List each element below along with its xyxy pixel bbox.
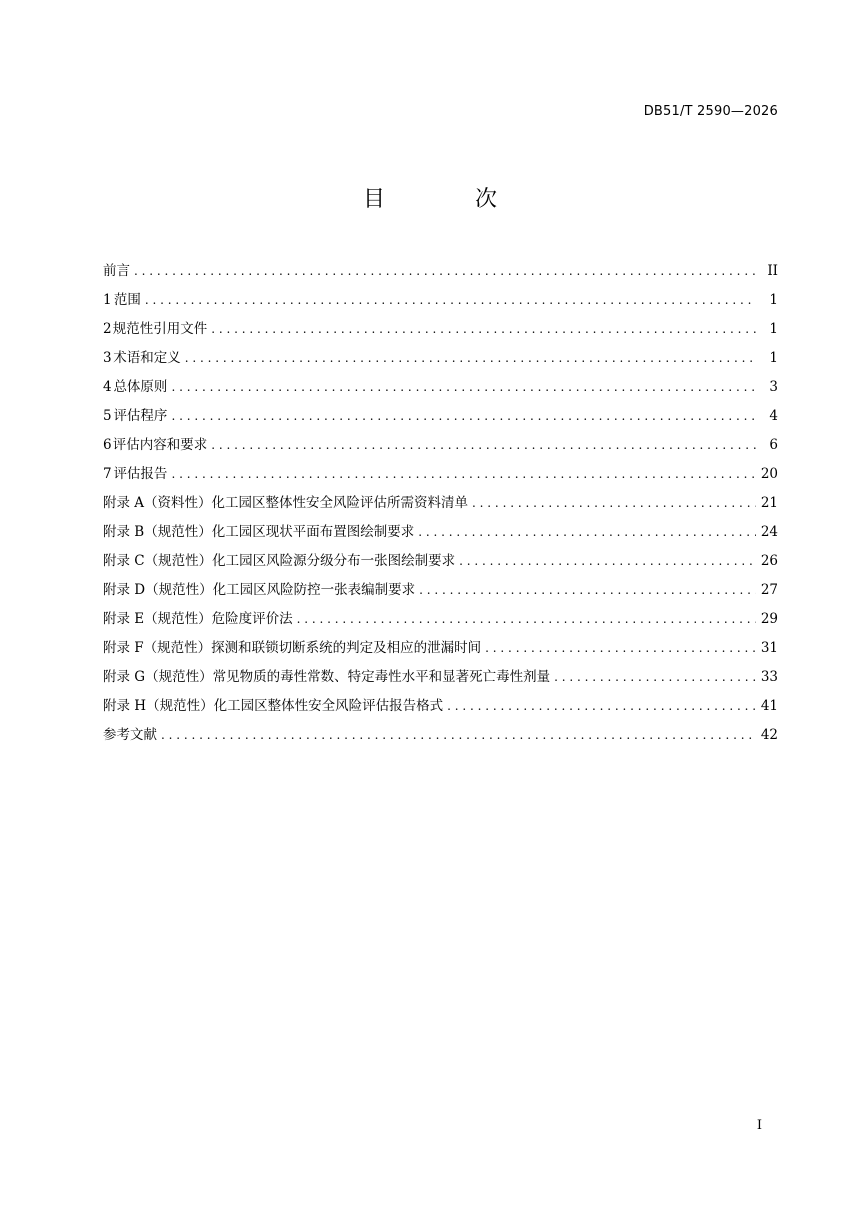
toc-entry[interactable] (103, 605, 778, 634)
toc-entry-appendix-label: 附录 A（资料性） (103, 495, 212, 511)
toc-dot-leader (211, 315, 756, 344)
toc-entry[interactable] (103, 663, 778, 692)
toc-entry[interactable] (103, 431, 778, 460)
document-code: DB51/T 2590—2026 (643, 104, 778, 119)
toc-entry-page: 4 (769, 408, 778, 424)
toc-entry-page: 1 (769, 350, 778, 366)
toc-entry[interactable] (103, 315, 778, 344)
toc-entry-page: 42 (760, 727, 778, 743)
toc-entry-number: 2 (103, 321, 112, 337)
toc-entry-title: 化工园区整体性安全风险评估所需资料清单 (211, 495, 469, 511)
toc-dot-leader (459, 547, 756, 576)
toc-dot-leader (297, 605, 756, 634)
toc-dot-leader (554, 663, 756, 692)
toc-entry-page: 20 (760, 466, 778, 482)
toc-entry-title: 探测和联锁切断系统的判定及相应的泄漏时间 (211, 640, 482, 656)
toc-entry-page: 24 (760, 524, 778, 540)
toc-entry-page: 27 (760, 582, 778, 598)
toc-entry-number: 3 (103, 350, 112, 366)
toc-entry-title: 常见物质的毒性常数、特定毒性水平和显著死亡毒性剂量 (212, 669, 551, 685)
toc-entry-title: 评估报告 (113, 466, 168, 482)
page-number: I (756, 1118, 762, 1133)
toc-dot-leader (419, 576, 756, 605)
toc-entry-title: 化工园区风险源分级分布一张图绘制要求 (212, 553, 456, 569)
toc-entry-number: 1 (103, 292, 112, 308)
toc-entry-title: 术语和定义 (113, 350, 181, 366)
page-title: 目 次 (362, 187, 531, 212)
toc-entry-page: 3 (769, 379, 778, 395)
toc-entry[interactable] (103, 489, 778, 518)
toc-entry-page: 1 (769, 292, 778, 308)
toc-entry-title: 总体原则 (113, 379, 168, 395)
toc-entry-appendix-label: 附录 C（规范性） (103, 553, 213, 569)
toc-dot-leader (171, 373, 756, 402)
toc-entry-title: 参考文献 (103, 727, 157, 743)
toc-dot-leader (161, 721, 756, 750)
toc-entry-title: 危险度评价法 (211, 611, 293, 627)
toc-entry-appendix-label: 附录 G（规范性） (103, 669, 213, 685)
table-of-contents (103, 257, 778, 750)
toc-entry-page: 41 (760, 698, 778, 714)
toc-dot-leader (485, 634, 756, 663)
toc-dot-leader (211, 431, 756, 460)
toc-dot-leader (171, 460, 756, 489)
toc-entry-title: 化工园区整体性安全风险评估报告格式 (213, 698, 444, 714)
toc-entry[interactable] (103, 518, 778, 547)
toc-entry-number: 4 (103, 379, 112, 395)
toc-entry[interactable] (103, 402, 778, 431)
toc-entry-title: 化工园区风险防控一张表编制要求 (212, 582, 416, 598)
toc-entry-number: 5 (103, 408, 112, 424)
toc-entry-title: 化工园区现状平面布置图绘制要求 (211, 524, 415, 540)
toc-entry[interactable] (103, 721, 778, 750)
toc-entry[interactable] (103, 286, 778, 315)
toc-dot-leader (418, 518, 756, 547)
toc-dot-leader (134, 257, 756, 286)
toc-entry-page: 26 (760, 553, 778, 569)
toc-entry[interactable] (103, 692, 778, 721)
toc-dot-leader (185, 344, 756, 373)
toc-entry-title: 前言 (103, 263, 130, 279)
toc-entry-page: 6 (769, 437, 778, 453)
toc-dot-leader (472, 489, 756, 518)
toc-entry-title: 评估程序 (113, 408, 168, 424)
toc-entry[interactable] (103, 634, 778, 663)
toc-entry-number: 6 (103, 437, 112, 453)
toc-entry-page: II (767, 263, 778, 279)
toc-entry-page: 21 (760, 495, 778, 511)
toc-entry-title: 范围 (113, 292, 141, 308)
toc-entry-appendix-label: 附录 D（规范性） (103, 582, 213, 598)
toc-dot-leader (145, 286, 756, 315)
toc-entry[interactable] (103, 576, 778, 605)
toc-entry-title: 规范性引用文件 (112, 321, 208, 337)
toc-entry[interactable] (103, 344, 778, 373)
toc-entry-appendix-label: 附录 H（规范性） (103, 698, 214, 714)
toc-dot-leader (171, 402, 756, 431)
toc-dot-leader (447, 692, 756, 721)
toc-entry-page: 1 (769, 321, 778, 337)
toc-entry-number: 7 (103, 466, 112, 482)
toc-entry-title: 评估内容和要求 (112, 437, 208, 453)
toc-entry[interactable] (103, 257, 778, 286)
toc-entry-appendix-label: 附录 E（规范性） (103, 611, 212, 627)
toc-entry-page: 33 (760, 669, 778, 685)
toc-entry[interactable] (103, 373, 778, 402)
toc-entry[interactable] (103, 460, 778, 489)
toc-entry-page: 31 (760, 640, 778, 656)
toc-entry[interactable] (103, 547, 778, 576)
toc-entry-appendix-label: 附录 F（规范性） (103, 640, 212, 656)
toc-entry-page: 29 (760, 611, 778, 627)
toc-entry-appendix-label: 附录 B（规范性） (103, 524, 212, 540)
